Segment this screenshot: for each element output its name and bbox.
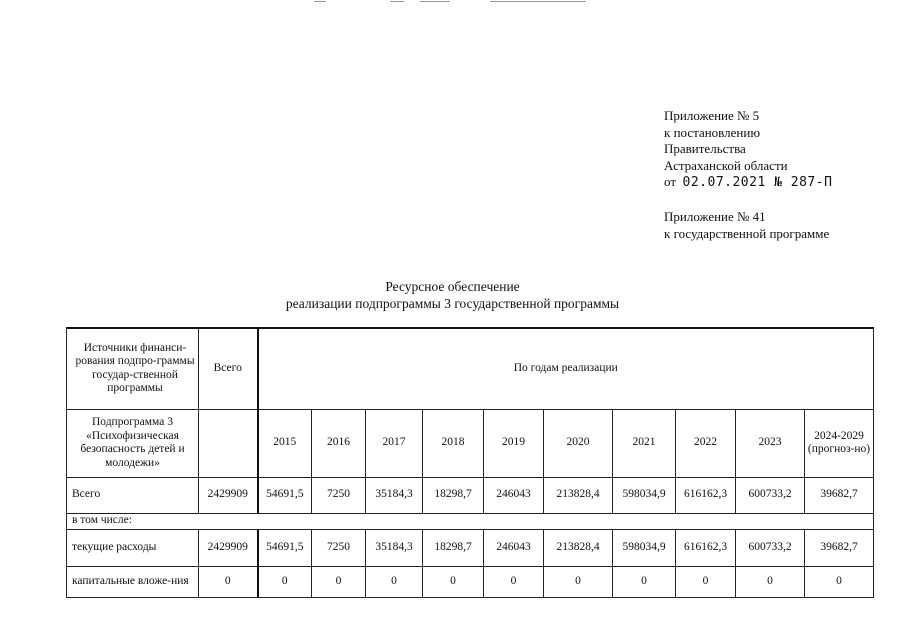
row-value: 0 [366,566,423,597]
row-value: 18298,7 [423,529,484,566]
row-value: 0 [613,566,676,597]
row-value: 246043 [484,477,544,513]
header-row [67,328,874,409]
row-value: 39682,7 [805,477,874,513]
row-value: 7250 [312,477,366,513]
row-value: 616162,3 [676,477,736,513]
row-value: 0 [805,566,874,597]
years-total-empty-cell [199,409,258,477]
year-cell: 2023 [736,409,805,477]
table-row-total [67,477,874,513]
row-value: 7250 [312,529,366,566]
appendix-government: Правительства [664,141,746,156]
year-cell: 2018 [423,409,484,477]
scan-artifact-marks [310,0,610,4]
header-years-cell: По годам реализации [258,328,874,409]
table-row-current-expenses [67,529,874,566]
row-value: 39682,7 [805,529,874,566]
year-cell: 2021 [613,409,676,477]
row-total: 0 [199,566,258,597]
row-value: 35184,3 [366,477,423,513]
date-prefix: от [664,174,677,189]
row-value: 213828,4 [544,529,613,566]
row-value: 0 [484,566,544,597]
table-row-including [67,513,874,529]
year-cell: 2017 [366,409,423,477]
appendix-program-number: Приложение № 41 [664,209,766,224]
document-title [0,279,905,312]
appendix-region: Астраханской области [664,157,788,173]
appendix-number: Приложение № 5 [664,108,760,123]
row-total: 2429909 [199,529,258,566]
row-total: 2429909 [199,477,258,513]
year-cell: 2016 [312,409,366,477]
row-label: в том числе: [67,513,874,529]
row-value: 0 [423,566,484,597]
row-label: текущие расходы [67,529,199,566]
years-row [67,409,874,477]
row-value: 0 [258,566,312,597]
row-value: 600733,2 [736,477,805,513]
resource-table [66,327,874,598]
year-cell: 2024-2029 (прогноз-но) [805,409,874,477]
row-value: 600733,2 [736,529,805,566]
year-cell: 2020 [544,409,613,477]
row-value: 246043 [484,529,544,566]
appendix-to-program: к государственной программе [664,225,830,241]
row-value: 18298,7 [423,477,484,513]
subprogram-label-cell: Подпрограмма 3 «Психофизическая безопасность детей и молодежи» [67,409,199,477]
title-line-1: Ресурсное обеспечение [385,279,520,294]
row-value: 0 [676,566,736,597]
table-row-capital-investments [67,566,874,597]
year-cell: 2022 [676,409,736,477]
row-value: 54691,5 [258,529,312,566]
row-value: 213828,4 [544,477,613,513]
header-sources-cell: Источники финанси-рования подпро-граммы государ-ственной программы [67,328,199,409]
appendix-program-block [664,209,829,242]
row-label: Всего [67,477,199,513]
row-label: капитальные вложе-ния [67,566,199,597]
row-value: 0 [544,566,613,597]
year-cell: 2019 [484,409,544,477]
row-value: 35184,3 [366,529,423,566]
decree-date-stamp: 02.07.2021 № 287-П [682,175,833,190]
title-line-2: реализации подпрограммы 3 государственной программы [285,295,620,311]
year-cell: 2015 [258,409,312,477]
row-value: 616162,3 [676,529,736,566]
appendix-block [664,108,832,192]
row-value: 0 [312,566,366,597]
row-value: 0 [736,566,805,597]
header-total-cell: Всего [199,328,258,409]
appendix-date-line [664,174,832,192]
appendix-to-decree: к постановлению [664,124,761,140]
row-value: 598034,9 [613,529,676,566]
row-value: 54691,5 [258,477,312,513]
row-value: 598034,9 [613,477,676,513]
